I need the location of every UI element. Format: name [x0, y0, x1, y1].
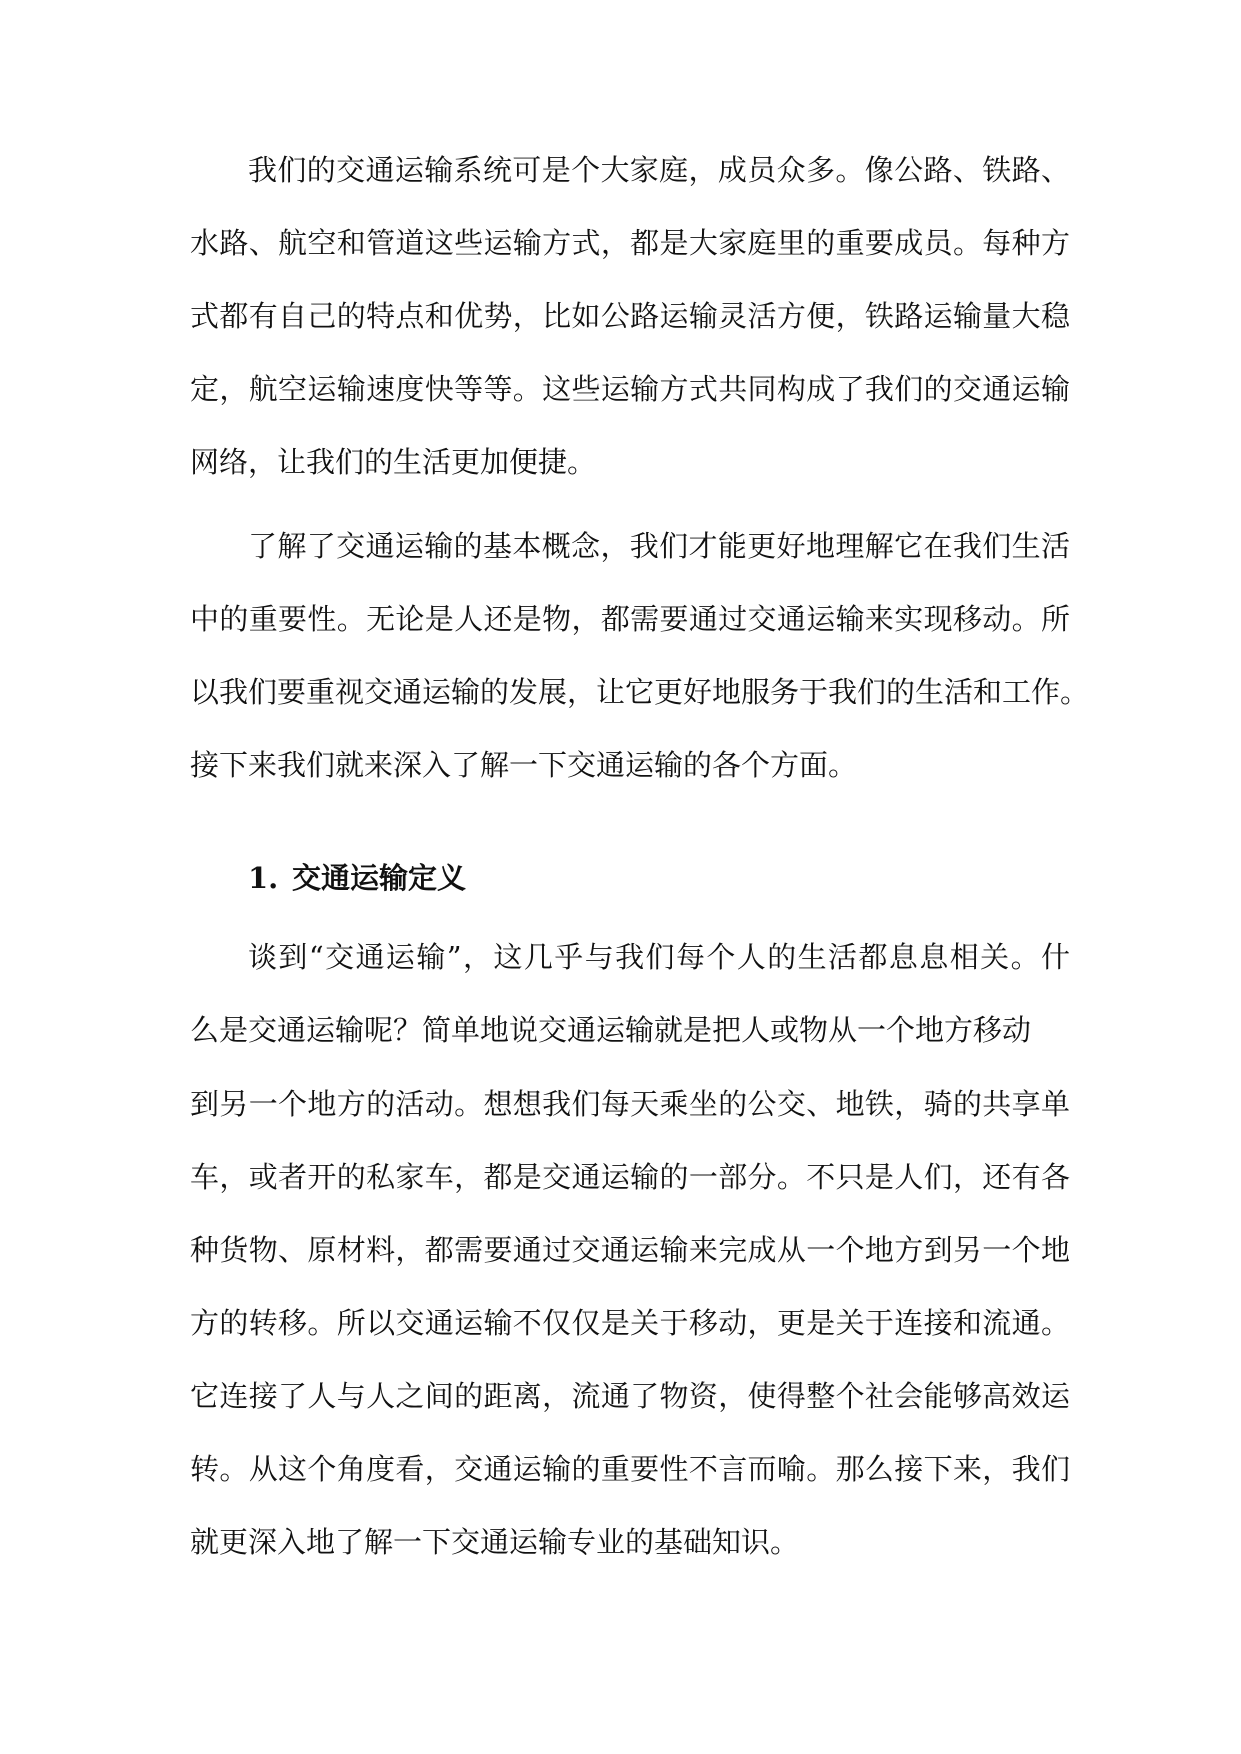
- paragraph-3-line-8: 转。从这个角度看，交通运输的重要性不言而喻。那么接下来，我们: [190, 1452, 1070, 1486]
- paragraph-3-line-3: 到另一个地方的活动。想想我们每天乘坐的公交、地铁，骑的共享单: [190, 1087, 1070, 1121]
- paragraph-1-line-4: 定，航空运输速度快等等。这些运输方式共同构成了我们的交通运输: [190, 372, 1070, 406]
- paragraph-3-line-7: 它连接了人与人之间的距离，流通了物资，使得整个社会能够高效运: [190, 1379, 1070, 1413]
- paragraph-2-line-2: 中的重要性。无论是人还是物，都需要通过交通运输来实现移动。所: [190, 602, 1070, 636]
- paragraph-1-line-5: 网络，让我们的生活更加便捷。: [190, 445, 597, 479]
- paragraph-3-line-6: 方的转移。所以交通运输不仅仅是关于移动，更是关于连接和流通。: [190, 1306, 1070, 1340]
- paragraph-1-line-3: 式都有自己的特点和优势，比如公路运输灵活方便，铁路运输量大稳: [190, 299, 1070, 333]
- paragraph-1-line-1: 我们的交通运输系统可是个大家庭，成员众多。像公路、铁路、: [248, 153, 1070, 187]
- paragraph-2-line-1: 了解了交通运输的基本概念，我们才能更好地理解它在我们生活: [248, 529, 1070, 563]
- paragraph-2-line-3: 以我们要重视交通运输的发展，让它更好地服务于我们的生活和工作。: [190, 675, 1090, 709]
- paragraph-3-line-9: 就更深入地了解一下交通运输专业的基础知识。: [190, 1525, 800, 1559]
- paragraph-3-line-4: 车，或者开的私家车，都是交通运输的一部分。不只是人们，还有各: [190, 1160, 1070, 1194]
- paragraph-2-line-4: 接下来我们就来深入了解一下交通运输的各个方面。: [190, 748, 858, 782]
- paragraph-3-line-2: 么是交通运输呢？简单地说交通运输就是把人或物从一个地方移动: [190, 1013, 1032, 1047]
- paragraph-1-line-2: 水路、航空和管道这些运输方式，都是大家庭里的重要成员。每种方: [190, 226, 1070, 260]
- paragraph-3-line-5: 种货物、原材料，都需要通过交通运输来完成从一个地方到另一个地: [190, 1233, 1070, 1267]
- section-heading: [248, 856, 466, 900]
- section-title: 交通运输定义: [292, 861, 467, 895]
- section-number: 1.: [248, 861, 279, 895]
- paragraph-3-line-1: 谈到“交通运输”，这几乎与我们每个人的生活都息息相关。什: [248, 940, 1070, 974]
